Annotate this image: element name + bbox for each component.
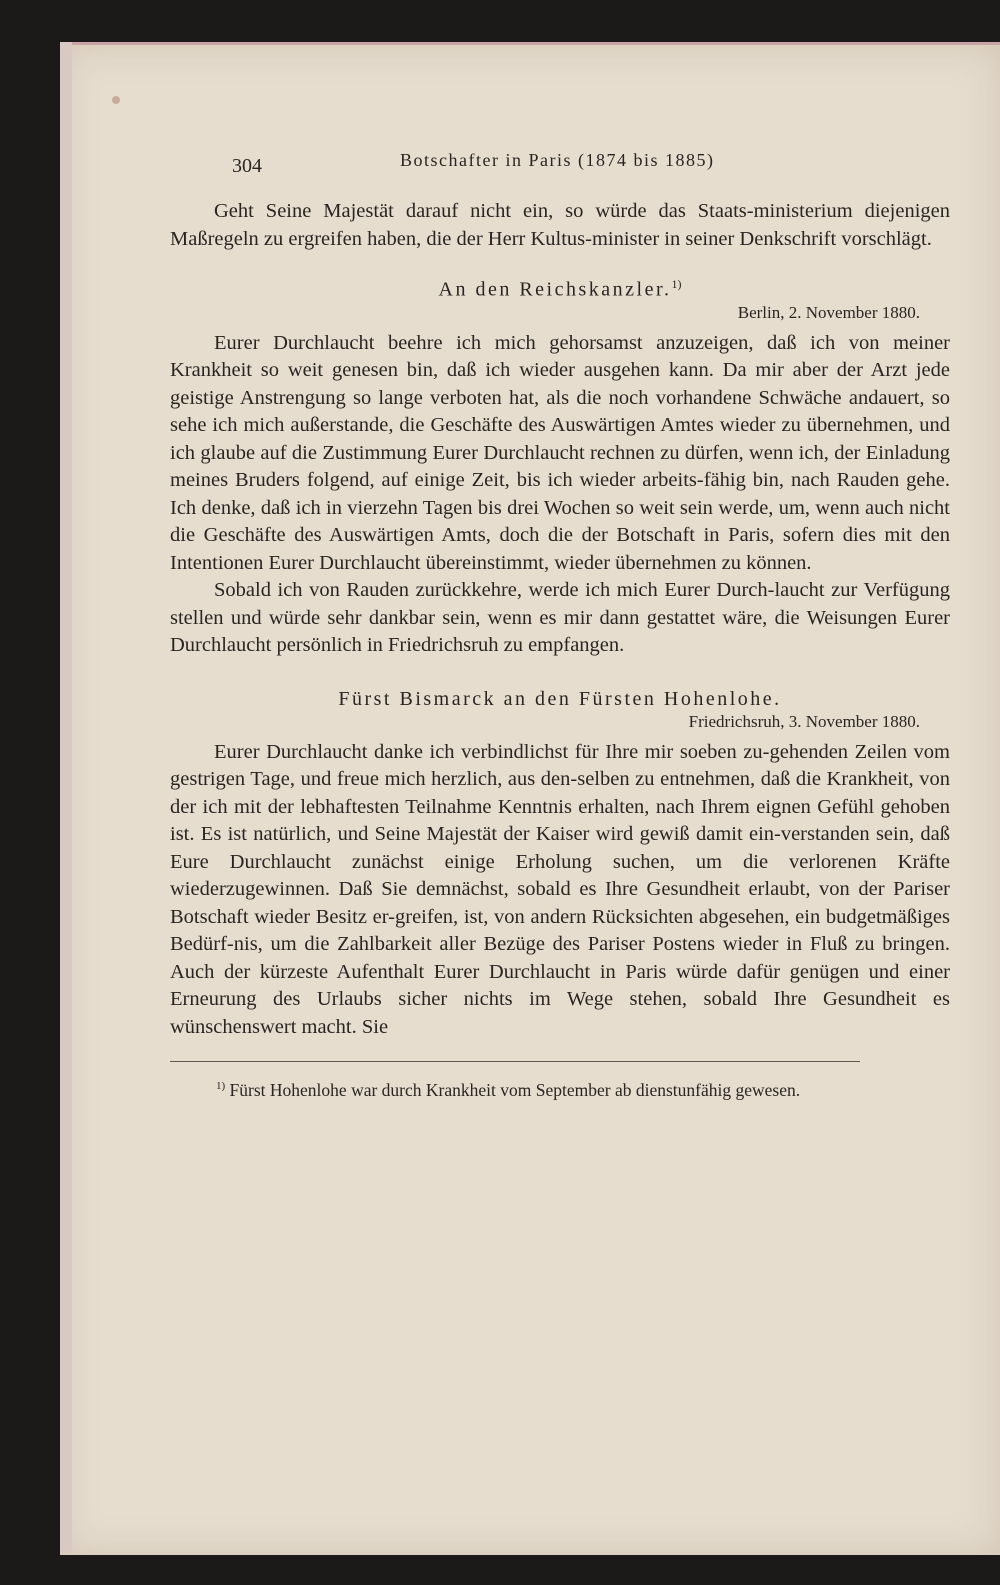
footnote	[170, 1074, 950, 1103]
letter1-footnote-ref: 1)	[671, 277, 682, 291]
intro-paragraph: Geht Seine Majestät darauf nicht ein, so würde das Staats-ministerium diejenigen Maßregeln zu ergreifen haben, die der Herr Kultus-minister in seiner Denkschrift vorschlägt.	[170, 200, 950, 250]
letter1-paragraph-1: Eurer Durchlaucht beehre ich mich gehorsamst anzuzeigen, daß ich von meiner Krankheit so weit genesen bin, daß ich wieder ausgehen kann. Da mir aber der Arzt jede geistige Anstrengung so lange verboten hat, als die noch vorhandene Schwäche andauert, so sehe ich mich außerstande, die Geschäfte des Auswärtigen Amtes wieder zu übernehmen, und ich glaube auf die Zustimmung Eurer Durchlaucht rechnen zu dürfen, wenn ich, der Einladung meines Bruders folgend, auf einige Zeit, bis ich wieder arbeits-fähig bin, nach Rauden gehe. Ich denke, daß ich in vierzehn Tagen bis drei Wochen so weit sein werde, um, wenn auch nicht die Geschäfte des Auswärtigen Amts, doch die der Botschaft in Paris, sofern dies mit den Intentionen Eurer Durchlaucht übereinstimmt, wieder übernehmen zu können.	[170, 331, 950, 574]
running-title: Botschafter in Paris (1874 bis 1885)	[400, 150, 715, 170]
letter1-dateline: Berlin, 2. November 1880.	[737, 302, 920, 322]
page-edge	[60, 42, 72, 1552]
letter1-heading	[170, 277, 950, 302]
page-text-block	[170, 140, 950, 1103]
letter1-paragraph-2: Sobald ich von Rauden zurückkehre, werde ich mich Eurer Durch-laucht zur Verfügung stellen und würde sehr dankbar sein, wenn es mir dann gestattet wäre, die Weisungen Eurer Durchlaucht persönlich in Friedrichsruh zu empfangen.	[170, 579, 950, 657]
page-header	[170, 140, 950, 180]
letter1-heading-text: An den Reichskanzler.	[438, 278, 672, 301]
page-number: 304	[232, 155, 262, 177]
letter2-paragraph-1: Eurer Durchlaucht danke ich verbindlichst für Ihre mir soeben zu-gehenden Zeilen vom gestrigen Tage, und freue mich herzlich, aus den-selben zu entnehmen, daß die Krankheit, von der ich mit der lebhaftesten Teilnahme Kenntnis erhalten, nach Ihrem eignen Gefühl gehoben ist. Es ist natürlich, und Seine Majestät der Kaiser wird gewiß damit ein-verstanden sein, daß Eure Durchlaucht zunächst einige Erholung suchen, um die verlorenen Kräfte wiederzugewinnen. Daß Sie demnächst, sobald es Ihre Gesundheit erlaubt, von der Pariser Botschaft wieder Besitz er-greifen, ist, von andern Rücksichten abgesehen, ein budgetmäßiges Bedürf-nis, um die Zahlbarkeit aller Bezüge des Pariser Postens wieder in Fluß zu bringen. Auch der kürzeste Aufenthalt Eurer Durchlaucht in Paris würde dafür genügen und einer Erneurung des Urlaubs sicher nichts im Wege stehen, sobald Ihre Gesundheit es wünschenswert macht. Sie	[170, 740, 950, 1038]
footnote-text: Fürst Hohenlohe war durch Krankheit vom September ab dienstunfähig gewesen.	[229, 1079, 801, 1100]
letter2-dateline: Friedrichsruh, 3. November 1880.	[688, 711, 920, 731]
footnote-marker: 1)	[216, 1080, 226, 1093]
paper-stain	[112, 96, 120, 104]
letter2-heading: Fürst Bismarck an den Fürsten Hohenlohe.	[338, 687, 782, 710]
footnote-rule	[170, 1061, 860, 1062]
